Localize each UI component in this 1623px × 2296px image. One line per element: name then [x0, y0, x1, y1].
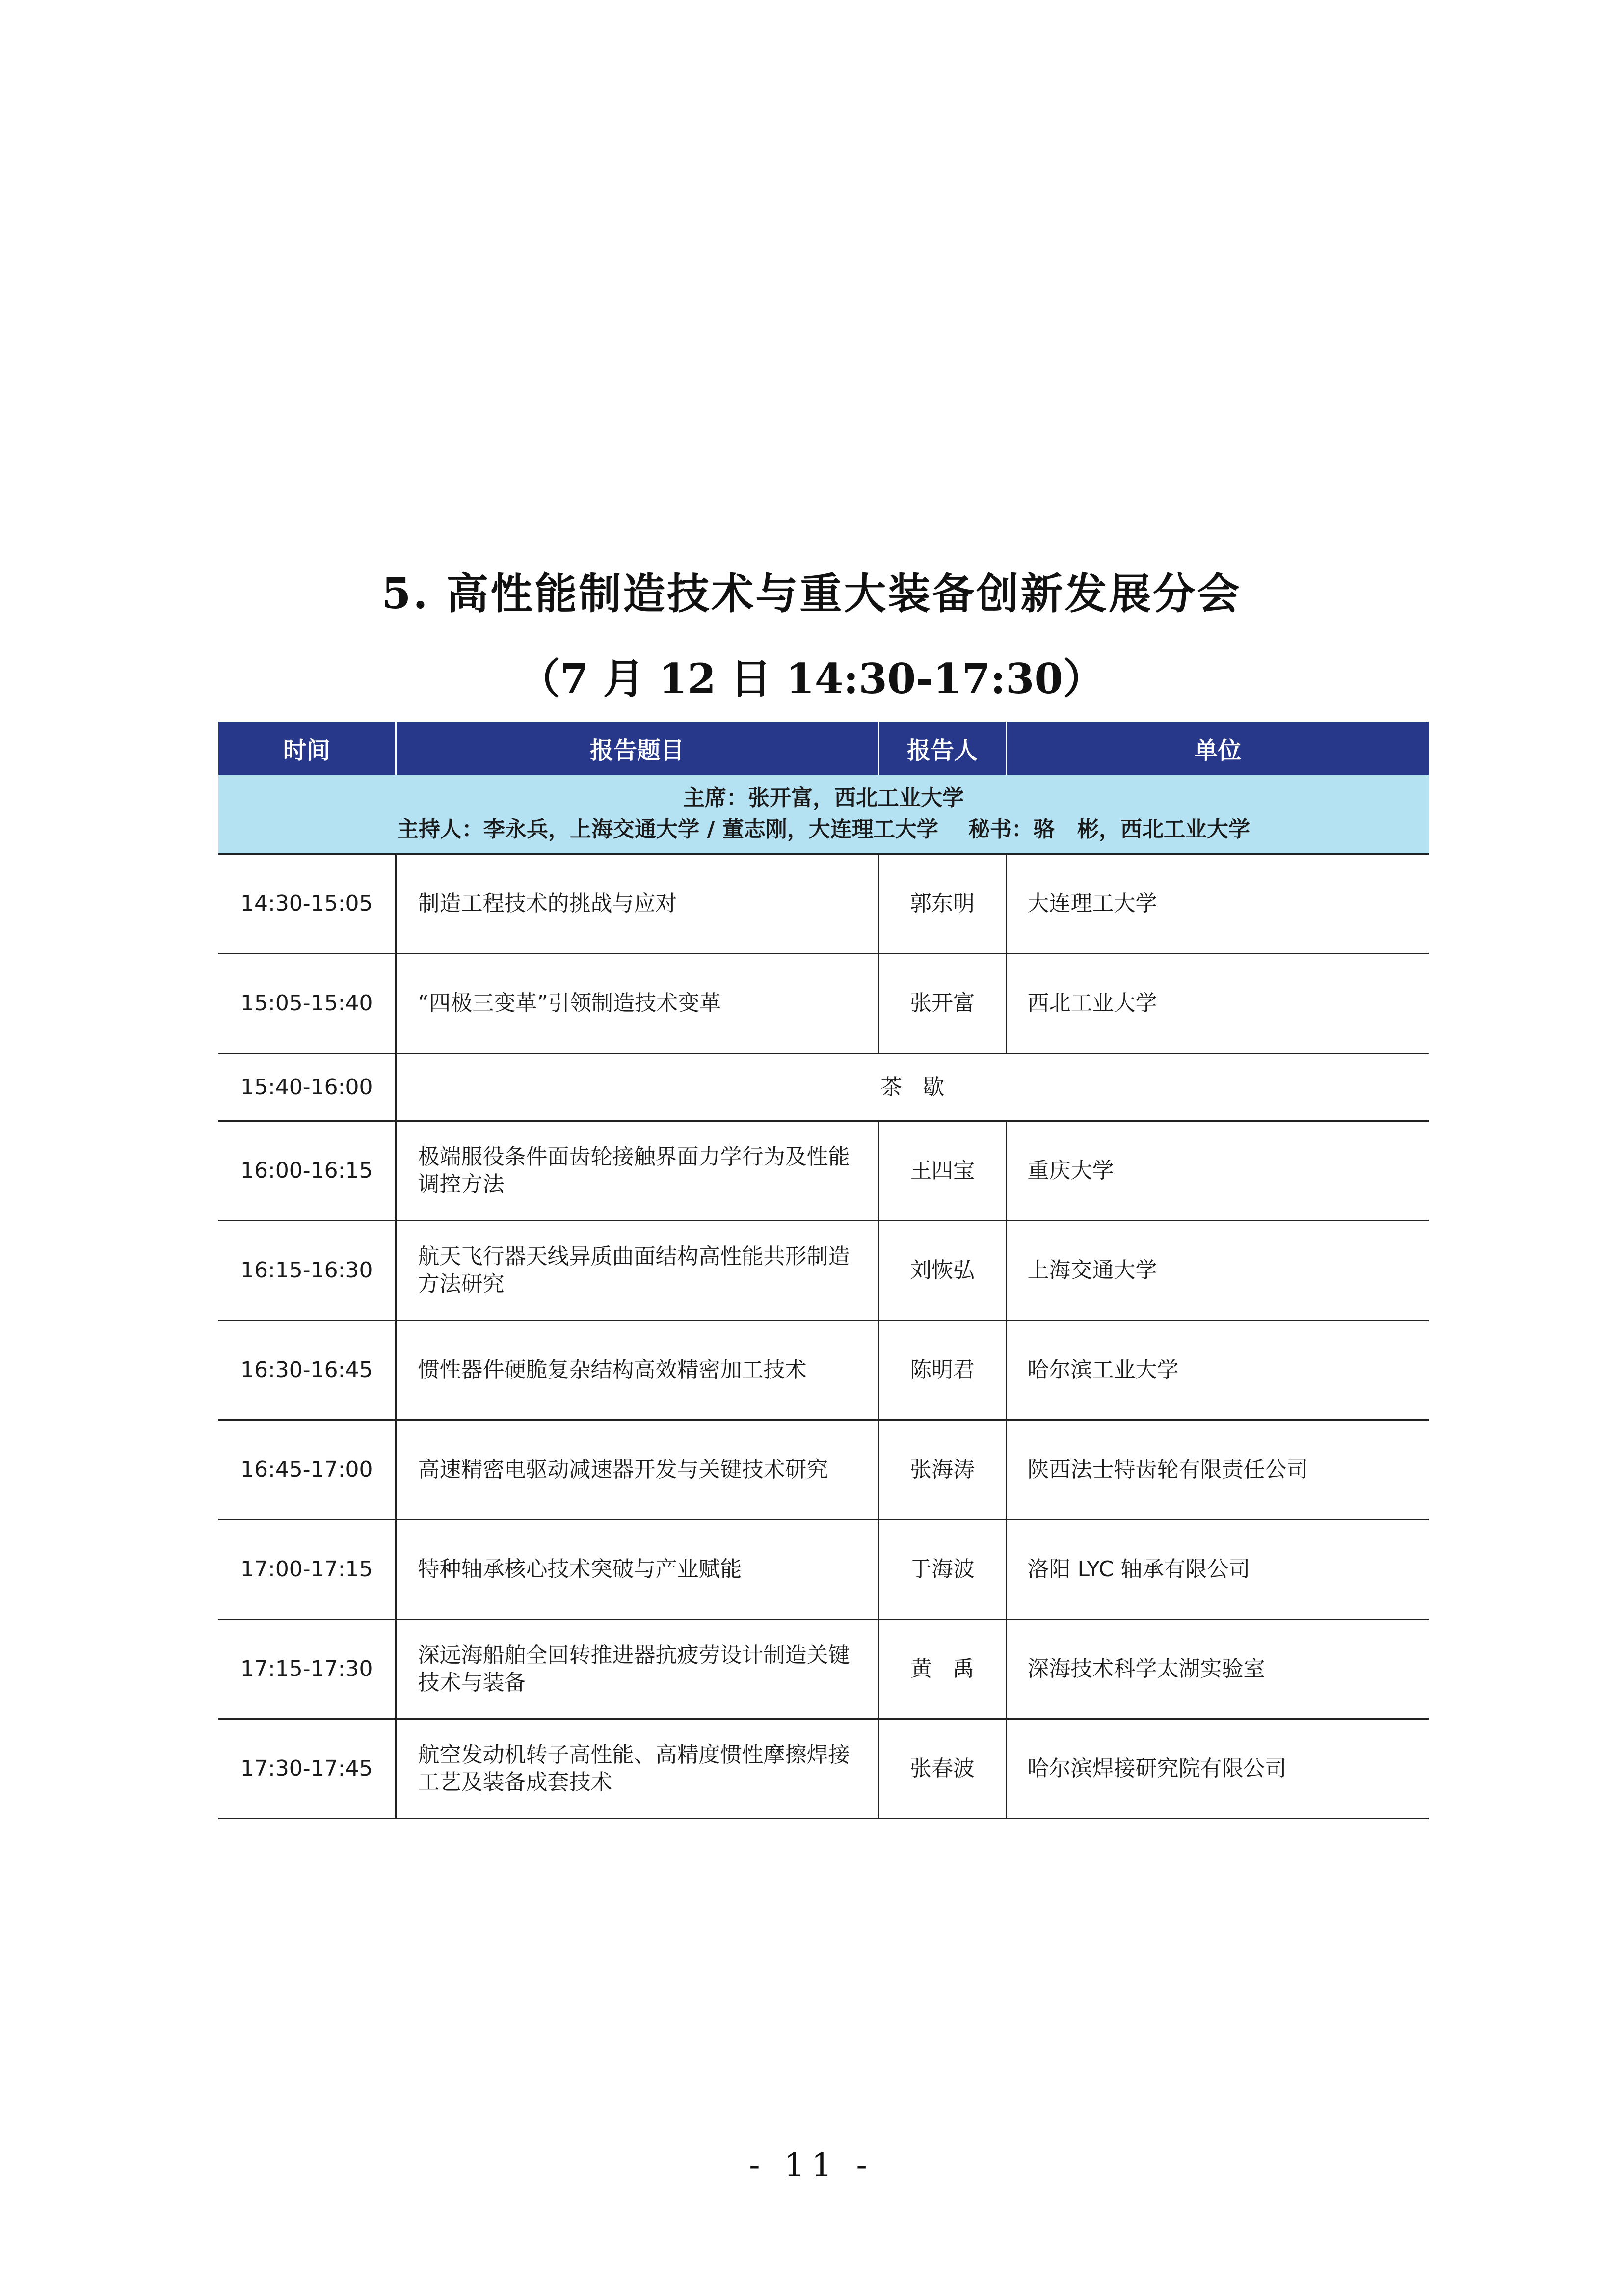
row-unit: 重庆大学	[1006, 1121, 1429, 1221]
host-line: 主持人：李永兵，上海交通大学 / 董志刚，大连理工大学 秘书：骆 彬，西北工业大学	[397, 817, 1250, 842]
row-topic: 高速精密电驱动减速器开发与关键技术研究	[396, 1420, 878, 1520]
header-topic: 报告题目	[396, 722, 878, 775]
row-time: 16:45-17:00	[218, 1420, 396, 1520]
table-row	[218, 1121, 1429, 1221]
row-time: 14:30-15:05	[218, 854, 396, 954]
row-topic: 深远海船舶全回转推进器抗疲劳设计制造关键技术与装备	[396, 1620, 878, 1719]
tea-break-row	[218, 1053, 1429, 1121]
row-unit: 上海交通大学	[1006, 1221, 1429, 1321]
row-time: 16:30-16:45	[218, 1321, 396, 1420]
row-speaker: 张春波	[878, 1719, 1006, 1819]
row-topic: 制造工程技术的挑战与应对	[396, 854, 878, 954]
row-speaker: 刘恢弘	[878, 1221, 1006, 1321]
row-time: 17:00-17:15	[218, 1520, 396, 1620]
table-row	[218, 1321, 1429, 1420]
chair-line: 主席：张开富，西北工业大学	[683, 785, 964, 810]
table-header	[218, 722, 1429, 854]
row-time: 16:00-16:15	[218, 1121, 396, 1221]
row-time: 15:40-16:00	[218, 1053, 396, 1121]
row-unit: 哈尔滨工业大学	[1006, 1321, 1429, 1420]
table-row	[218, 1520, 1429, 1620]
table-row	[218, 854, 1429, 954]
row-time: 17:30-17:45	[218, 1719, 396, 1819]
header-speaker: 报告人	[878, 722, 1006, 775]
row-speaker: 张海涛	[878, 1420, 1006, 1520]
row-topic: 航空发动机转子高性能、高精度惯性摩擦焊接工艺及装备成套技术	[396, 1719, 878, 1819]
table-row	[218, 954, 1429, 1053]
row-time: 15:05-15:40	[218, 954, 396, 1053]
row-speaker: 于海波	[878, 1520, 1006, 1620]
row-unit: 洛阳 LYC 轴承有限公司	[1006, 1520, 1429, 1620]
session-time: （7 月 12 日 14:30-17:30）	[519, 654, 1104, 703]
table-row	[218, 1221, 1429, 1321]
row-speaker: 黄 禹	[878, 1620, 1006, 1719]
table-row	[218, 1620, 1429, 1719]
row-unit: 哈尔滨焊接研究院有限公司	[1006, 1719, 1429, 1819]
row-unit: 大连理工大学	[1006, 854, 1429, 954]
row-topic: “四极三变革”引领制造技术变革	[396, 954, 878, 1053]
row-unit: 深海技术科学太湖实验室	[1006, 1620, 1429, 1719]
row-speaker: 郭东明	[878, 854, 1006, 954]
row-unit: 陕西法士特齿轮有限责任公司	[1006, 1420, 1429, 1520]
chair-info	[218, 775, 1429, 854]
session-title: 5. 高性能制造技术与重大装备创新发展分会	[381, 569, 1242, 619]
page-number: - 11 -	[749, 2146, 874, 2184]
row-time: 17:15-17:30	[218, 1620, 396, 1719]
header-unit: 单位	[1006, 722, 1429, 775]
row-speaker: 陈明君	[878, 1321, 1006, 1420]
schedule-table	[218, 722, 1429, 1819]
row-time: 16:15-16:30	[218, 1221, 396, 1321]
row-topic: 航天飞行器天线异质曲面结构高性能共形制造方法研究	[396, 1221, 878, 1321]
table-row	[218, 1719, 1429, 1819]
row-topic: 特种轴承核心技术突破与产业赋能	[396, 1520, 878, 1620]
row-speaker: 张开富	[878, 954, 1006, 1053]
row-topic: 极端服役条件面齿轮接触界面力学行为及性能调控方法	[396, 1121, 878, 1221]
row-topic: 惯性器件硬脆复杂结构高效精密加工技术	[396, 1321, 878, 1420]
tea-break-label: 茶 歇	[396, 1053, 1429, 1121]
header-time: 时间	[218, 722, 396, 775]
chair-info-row	[218, 775, 1429, 854]
row-unit: 西北工业大学	[1006, 954, 1429, 1053]
row-speaker: 王四宝	[878, 1121, 1006, 1221]
table-row	[218, 1420, 1429, 1520]
